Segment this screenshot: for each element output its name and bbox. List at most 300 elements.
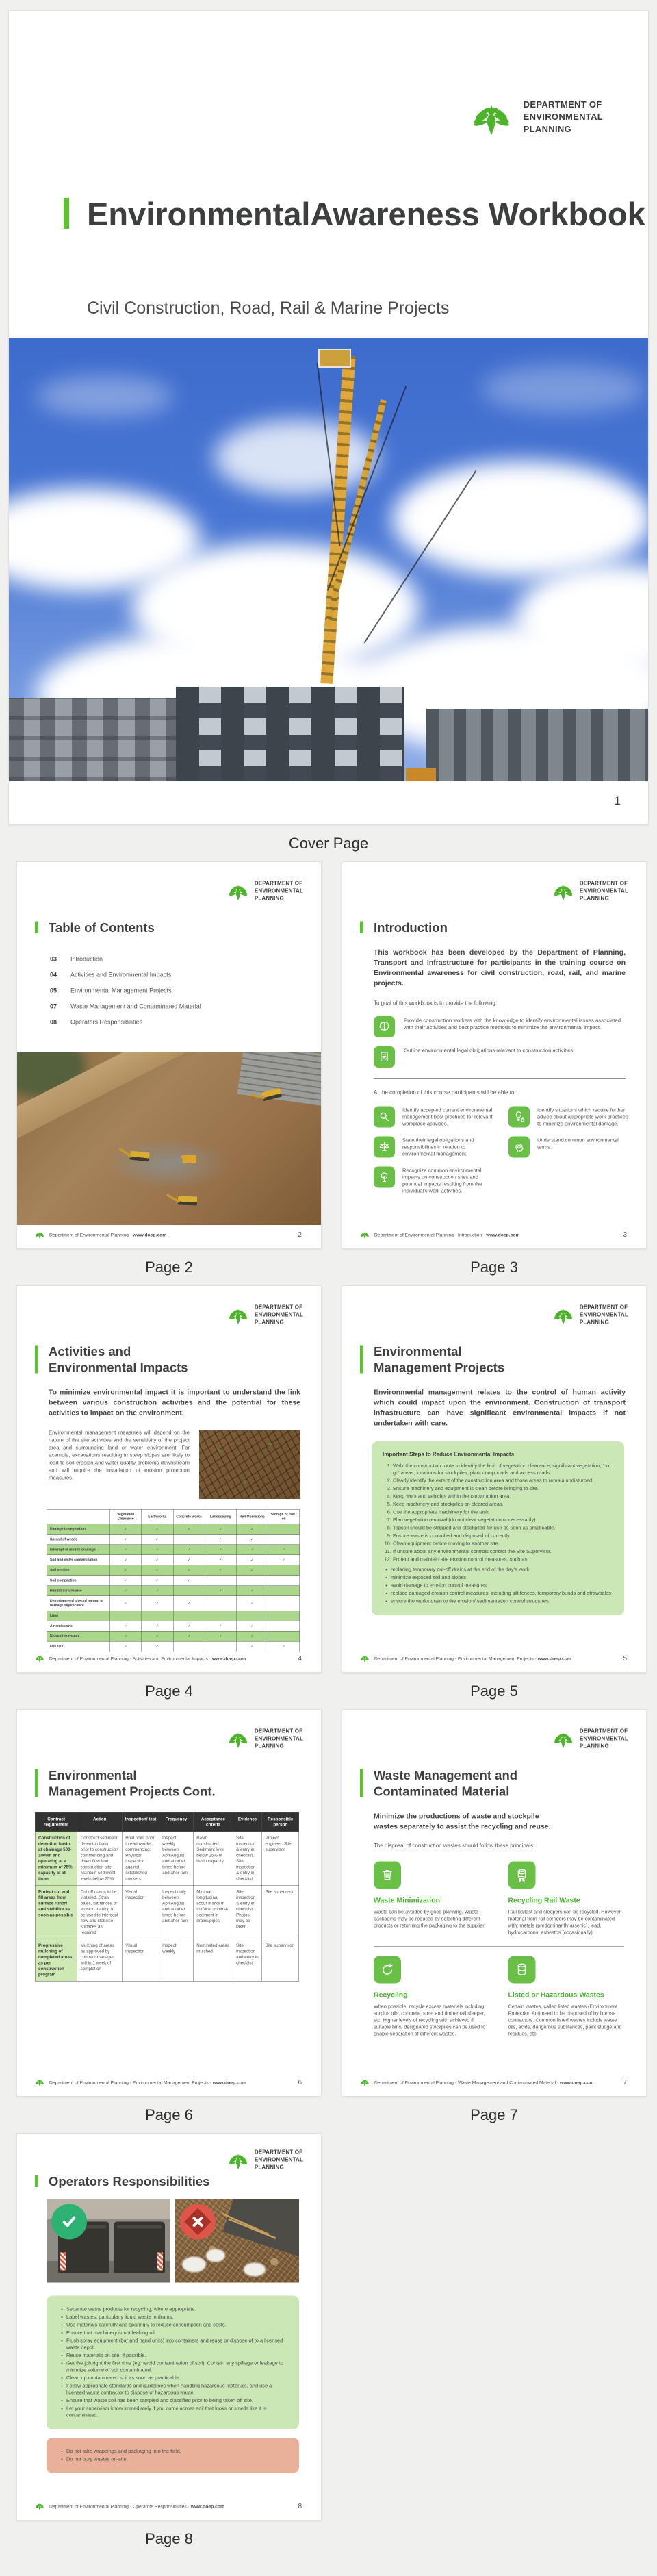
department-name: DEPARTMENT OF ENVIRONMENTAL PLANNING	[254, 881, 303, 902]
toc-label: Introduction	[70, 955, 103, 963]
eagle-logo-icon	[35, 1230, 44, 1239]
footer-site: www.doep.com	[132, 1232, 167, 1237]
sub-bullet-item: • replacing temporary cut-off drains at the end of the day's work	[391, 1567, 612, 1574]
evidence-cell: Site inspection & entry in checklist. Site inspection & entry in checklist	[233, 1832, 261, 1886]
impact-label: Soil compaction	[47, 1576, 110, 1586]
check-cell	[268, 1535, 300, 1545]
eagle-logo-icon	[360, 2078, 370, 2087]
outcome-item: State their legal obligations and responsibilities in relation to environmental management.	[374, 1137, 493, 1158]
department-name	[524, 99, 603, 136]
responsible-cell: Site supervisor	[262, 1885, 299, 1939]
check-cell	[268, 1524, 300, 1535]
page-number: 6	[298, 2078, 302, 2086]
step-item: 11. If unsure about any environmental controls contact the Site Supervisor.	[393, 1548, 612, 1555]
cross-badge-icon	[180, 2204, 216, 2240]
contract-row	[35, 1939, 299, 1982]
step-item: 8. Topsoil should be stripped and stockpiled for use as soon as practicable.	[393, 1525, 612, 1532]
do-item: • Separate waste products for recycling, where appropriate.	[66, 2306, 287, 2313]
sub-bullet-item: • replace damaged erosion control measures, including silt fences, temporary bunds and strawbales	[391, 1590, 612, 1597]
do-item: • Ensure that waste soil has been sampled and classified prior to being taken off site.	[66, 2397, 287, 2404]
impact-label: Fire risk	[47, 1641, 110, 1652]
goal-text: Provide construction workers with the knowledge to identify environmental issues associated with their activities and best practice methods to minimize the environmental impact.	[404, 1018, 621, 1031]
toc-page-number: 04	[50, 971, 57, 978]
department-name: DEPARTMENT OF ENVIRONMENTAL PLANNING	[579, 1304, 628, 1326]
toc-item	[50, 1003, 322, 1011]
construction-site-buildings	[9, 675, 649, 781]
impact-table-row	[47, 1621, 300, 1631]
do-item: • Label wastes, particularly liquid waste in drums.	[66, 2314, 287, 2321]
impact-label: Interrupt of modify drainage	[47, 1545, 110, 1555]
check-cell: ✓	[142, 1524, 173, 1535]
section-text: When possible, recycle excess materials including surplus oils, concrete, steel and timber rail sleeper, etc. Higher levels of recycling with achieved if suitable bins/ designated stockpiles can be used to enable separation of different wastes.	[374, 2004, 486, 2037]
eagle-logo-icon	[35, 2501, 44, 2511]
donts-box	[47, 2438, 299, 2473]
construction-crane-photo	[9, 338, 649, 781]
impact-table-row	[47, 1586, 300, 1596]
caption-cover-page: Cover Page	[288, 835, 369, 852]
do-item: • Follow appropriate standards and guidelines when handling hazardous materials, and use a licensed waste contractor to dispose of hazardous waste.	[66, 2383, 287, 2397]
frequency-cell: Inspect weekly between AprilAugust and at other times before and after rain	[159, 1832, 193, 1886]
principles-line: The disposal of construction wastes should follow these principals:	[374, 1843, 535, 1849]
check-cell: ✓	[110, 1555, 142, 1565]
check-cell: ✓	[236, 1524, 268, 1535]
check-cell	[173, 1586, 205, 1596]
section-text: Waste can be avoided by good planning. Waste packaging may be reduced by selecting different products or returning the packaging to the supplier.	[374, 1909, 486, 1929]
page-number: 1	[614, 794, 621, 807]
workbook-title: EnvironmentalAwareness Workbook	[64, 193, 645, 235]
sub-bullet-item: • minimize exposed soil and slopes	[391, 1574, 612, 1581]
step-item: 12. Protect and maintain site erosion control measures, such as:	[393, 1556, 612, 1563]
action-cell: Mulching of areas as approved by contract manager within 1 week of completion	[77, 1939, 123, 1982]
footer-text: Department of Environmental Planning · Introduction · www.doep.com	[374, 1232, 520, 1237]
check-cell: ✓	[205, 1621, 236, 1631]
do-item: • Clean up contaminated soil as soon as practicable.	[66, 2375, 287, 2382]
department-logo	[227, 880, 303, 902]
logo-line: DEPARTMENT OF	[523, 99, 602, 110]
brain-icon	[374, 1016, 395, 1037]
toc-label: Activities and Environmental Impacts	[70, 971, 172, 978]
responsibilities-box	[47, 2296, 299, 2430]
check-cell	[268, 1586, 300, 1596]
do-item: • Reuse materials on site, if possible.	[66, 2352, 287, 2359]
footer-text: Department of Environmental Planning - Environmental Management Projects · www.doep.com	[374, 1656, 571, 1661]
check-cell: ✓	[173, 1596, 205, 1611]
impact-table-row	[47, 1535, 300, 1545]
do-item: • Flush spray equipment (bar and hand units) into containers and reuse or dispose of to a licensed waste depot.	[66, 2338, 287, 2351]
page-number: 3	[623, 1230, 627, 1239]
check-cell: ✓	[110, 1535, 142, 1545]
page-title: Waste Management and Contaminated Material	[374, 1767, 627, 1800]
impact-table-row	[47, 1555, 300, 1565]
page-number: 4	[298, 1654, 302, 1663]
section-title: Recycling	[374, 1991, 408, 1999]
bulb-gear-icon	[508, 1107, 530, 1128]
page-title: Environmental Management Projects Cont.	[49, 1767, 302, 1800]
caption-page-8: Page 8	[145, 2530, 193, 2547]
body-paragraph: Environmental management measures will depend on the nature of the site activities and the sensitivity of the project area and surrounding land or water environment. For example, excavations resulting in steep slopes are likely to lead to soil erosion and water quality problems downstream and will require the installation of erosion protection measures.	[49, 1430, 190, 1481]
frequency-cell: Inspect weekly	[159, 1939, 193, 1982]
caption-page-5: Page 5	[470, 1682, 518, 1700]
impact-table-row	[47, 1641, 300, 1652]
check-cell: ✓	[110, 1576, 142, 1586]
check-cell: ✓	[268, 1545, 300, 1555]
check-cell: ✓	[142, 1631, 173, 1641]
check-cell	[268, 1611, 300, 1621]
footer-text: Department of Environmental Planning - Operators Responsibilities · www.doep.com	[49, 2503, 224, 2509]
check-cell: ✓	[173, 1631, 205, 1641]
check-cell: ✓	[205, 1565, 236, 1576]
section-divider	[374, 1078, 626, 1079]
footer-text: Department of Environmental Planning · www.doep.com	[49, 1232, 167, 1237]
action-cell: Construct sediment detention basin prior to construction commencing and divert flow from construction site. Maintain sediment levels below 25%	[77, 1832, 123, 1886]
footer-text: Department of Environmental Planning - Activities and Environmental Impacts · www.doep.com	[49, 1656, 246, 1661]
section-title: Recycling Rail Waste	[508, 1896, 580, 1904]
acceptance-cell: Basin constructed. Sediment level below 25% of basin capacity	[194, 1832, 233, 1886]
check-cell	[142, 1611, 173, 1621]
impact-label: Disturbance of sites of natural or heritage significance	[47, 1596, 110, 1611]
check-cell: ✓	[268, 1555, 300, 1565]
goal-line: To goal of this workbook is to provide the following:	[374, 1000, 498, 1007]
page-number: 7	[623, 2078, 627, 2086]
waste-section	[374, 1862, 490, 1936]
contract-row	[35, 1885, 299, 1939]
step-item: 6. Use the appropriate machinery for the task.	[393, 1509, 612, 1516]
step-item: 3. Ensure machinery and equipment is clean before bringing to site.	[393, 1485, 612, 1492]
action-cell: Cut off drains to be installed. Straw bales, silt fences or erosion matting to be used to intercept flow and stabilise surfaces as required	[77, 1885, 123, 1939]
impact-table-row	[47, 1596, 300, 1611]
section-title: Waste Minimization	[374, 1896, 441, 1904]
barrel-icon	[508, 1956, 536, 1984]
eagle-logo-icon	[227, 1728, 249, 1750]
eagle-logo-icon	[470, 96, 513, 138]
check-cell: ✓	[236, 1621, 268, 1631]
table-of-contents	[50, 956, 322, 1026]
sub-bullet-list	[383, 1567, 612, 1605]
department-name: DEPARTMENT OF ENVIRONMENTAL PLANNING	[579, 1728, 628, 1750]
frequency-cell: Inspect daily between AprilAugust and at other times before and after rain	[159, 1885, 193, 1939]
department-logo	[470, 96, 603, 138]
dont-list	[57, 2448, 287, 2463]
check-cell: ✓	[205, 1586, 236, 1596]
page-footer	[35, 2501, 302, 2511]
check-cell: ✓	[173, 1565, 205, 1576]
page-number: 2	[298, 1230, 302, 1239]
caption-page-2: Page 2	[145, 1259, 193, 1276]
check-cell	[173, 1611, 205, 1621]
page-3-thumbnail	[342, 861, 647, 1249]
waste-section	[508, 1956, 625, 2038]
page-title: Operators Responsibilities	[49, 2173, 302, 2190]
impact-table-row	[47, 1565, 300, 1576]
impact-table-row	[47, 1576, 300, 1586]
responsible-cell: Site supervisor	[262, 1939, 299, 1982]
step-item: 9. Ensure waste is controlled and disposed of correctly.	[393, 1532, 612, 1539]
management-projects-table	[35, 1812, 299, 1982]
eagle-logo-icon	[35, 2078, 44, 2087]
outcome-item: Identify situations which require further advice about appropriate work practices to minimize environmental damage.	[508, 1107, 628, 1128]
course-outcomes	[374, 1107, 628, 1195]
inspection-cell: Hold point prior to earthworks commencing. Physical inspection against established markers	[122, 1832, 159, 1886]
waste-bins-photo	[47, 2199, 170, 2283]
do-item: • Get the job right the first time (eg: avoid contamination of soil). Contain any spillage or leakage to minimize volume of soil contaminated.	[66, 2360, 287, 2374]
do-item: • Ensure that machinery is not leaking oil.	[66, 2329, 287, 2336]
acceptance-cell: Nominated areas mulched	[194, 1939, 233, 1982]
check-cell	[268, 1565, 300, 1576]
department-name: DEPARTMENT OF ENVIRONMENTAL PLANNING	[579, 881, 628, 902]
check-cell: ✓	[142, 1545, 173, 1555]
eagle-logo-icon	[552, 881, 574, 902]
check-cell: ✓	[205, 1545, 236, 1555]
evidence-cell: Site inspection & entry in checklist. Photos may be taken.	[233, 1885, 261, 1939]
toc-label: Environmental Management Projects	[70, 987, 172, 994]
eagle-logo-icon	[552, 1304, 574, 1326]
caption-page-3: Page 3	[470, 1259, 518, 1276]
check-cell: ✓	[110, 1621, 142, 1631]
do-item: • Use materials carefully and sparingly to reduce consumption and costs.	[66, 2322, 287, 2329]
recycle-icon	[374, 1956, 401, 1984]
section-text: Certain wastes, called listed wastes (Environment Protection Act) need to be disposed of by license contractors. Common listed wastes include waste oils, acids, dangerous substances, paint sludge and residues, etc.	[508, 2004, 622, 2037]
footer-text: Department of Environmental Planning - Waste Management and Contaminated Material · www.doep.com	[374, 2080, 594, 2085]
intro-lead: This workbook has been developed by the Department of Planning, Transport and Infrastructure for participants in the training course on Environmental awareness for civil construction, road, rail, and marine projects.	[374, 948, 626, 987]
goal-text: Outline environmental legal obligations relevant to construction activities.	[404, 1048, 575, 1054]
toc-page-number: 07	[50, 1002, 57, 1010]
department-logo	[227, 2149, 303, 2171]
check-cell: ✓	[268, 1641, 300, 1652]
goal-item	[374, 1046, 626, 1068]
check-cell	[205, 1596, 236, 1611]
toc-page-number: 08	[50, 1018, 57, 1026]
important-steps-box	[372, 1441, 624, 1615]
sub-bullet-item: • ensure the works drain to the erosion/ sedimentation control structures.	[391, 1598, 612, 1605]
impact-label: Habitat disturbance	[47, 1586, 110, 1596]
check-cell: ✓	[142, 1576, 173, 1586]
sub-bullet-item: • avoid damage to erosion control measures	[391, 1582, 612, 1589]
check-cell: ✓	[173, 1621, 205, 1631]
table-header-row: Contract requirement Action Inspection/ test Frequency Acceptance criteria Evidence Responsible person	[35, 1812, 299, 1832]
check-cell	[205, 1611, 236, 1621]
check-cell	[268, 1576, 300, 1586]
dont-item: • Do not bury wastes on-site.	[66, 2456, 287, 2463]
check-cell	[268, 1621, 300, 1631]
check-cell: ✓	[236, 1631, 268, 1641]
check-cell: ✓	[110, 1565, 142, 1576]
legal-document-icon	[374, 1046, 395, 1068]
check-cell: ✓	[142, 1596, 173, 1611]
page-7-thumbnail	[342, 1709, 647, 2097]
department-logo	[227, 1728, 303, 1750]
step-item: 10. Clean equipment before moving to another site.	[393, 1541, 612, 1548]
check-cell	[236, 1576, 268, 1586]
table-header-row: Vegetation Clearance Earthworks Concrete works Landscaping Rail Operations Storage of fuel / oil	[47, 1509, 300, 1524]
cracked-soil-photo	[199, 1430, 300, 1499]
department-name: DEPARTMENT OF ENVIRONMENTAL PLANNING	[254, 1304, 303, 1326]
step-item: 5. Keep machinery and stockpiles on cleared areas.	[393, 1501, 612, 1508]
waste-section	[508, 1862, 625, 1936]
earthworks-photo	[17, 1052, 322, 1225]
check-cell: ✓	[205, 1524, 236, 1535]
footer-site: www.doep.com	[212, 2080, 246, 2085]
evidence-cell: Site inspection and entry in checklist	[233, 1939, 261, 1982]
page-8-thumbnail	[16, 2133, 322, 2521]
toc-item	[50, 956, 322, 963]
toc-item	[50, 1019, 322, 1026]
footer-site: www.doep.com	[211, 1656, 246, 1661]
inspection-cell: Visual inspection	[122, 1939, 159, 1982]
check-cell	[236, 1611, 268, 1621]
search-icon	[374, 1107, 395, 1128]
check-cell: ✓	[110, 1586, 142, 1596]
footer-site: www.doep.com	[486, 1232, 520, 1237]
acceptance-cell: Minimal longitudinal scour marks in surface, minimal sediment in drains/pipes	[194, 1885, 233, 1939]
step-item: 4. Keep work and vehicles within the construction area.	[393, 1493, 612, 1500]
footer-site: www.doep.com	[537, 1656, 571, 1661]
train-icon	[508, 1862, 536, 1889]
check-cell: ✓	[236, 1565, 268, 1576]
responsible-cell: Project engineer. Site supervisor	[262, 1832, 299, 1886]
impact-label: Litter	[47, 1611, 110, 1621]
eagle-logo-icon	[360, 1654, 370, 1663]
check-cell: ✓	[236, 1641, 268, 1652]
logo-line: ENVIRONMENTAL	[523, 112, 603, 122]
check-cell: ✓	[236, 1545, 268, 1555]
check-cell	[173, 1535, 205, 1545]
head-gear-icon	[508, 1137, 530, 1158]
footer-site: www.doep.com	[560, 2080, 594, 2085]
impact-table-row	[47, 1524, 300, 1535]
check-cell	[205, 1641, 236, 1652]
contract-requirement: Progressive mulching of completed areas as per construction program	[35, 1939, 77, 1982]
page-6-thumbnail	[16, 1709, 322, 2097]
check-cell: ✓	[205, 1631, 236, 1641]
outcome-item: Recognize common environmental impacts on construction sites and potential impacts resulting from the individual's work activities.	[374, 1167, 493, 1195]
eagle-logo-icon	[552, 1728, 574, 1750]
department-logo	[552, 1304, 628, 1326]
check-cell: ✓	[110, 1641, 142, 1652]
goal-item	[374, 1016, 626, 1037]
eagle-logo-icon	[227, 1304, 249, 1326]
trash-icon	[374, 1862, 401, 1889]
page-title: Introduction	[374, 920, 627, 936]
page-footer	[35, 1654, 302, 1663]
outcome-item: Understand common environmental terms.	[508, 1137, 628, 1158]
page-lead: Minimize the productions of waste and stockpile wastes separately to assist the recycling and reuse.	[374, 1812, 551, 1830]
check-cell: ✓	[173, 1545, 205, 1555]
workbook-subtitle: Civil Construction, Road, Rail & Marine Projects	[87, 299, 450, 318]
check-cell: ✓	[236, 1586, 268, 1596]
check-cell: ✓	[110, 1524, 142, 1535]
completion-line: At the completion of this course participants will be able to:	[374, 1089, 516, 1096]
page-number: 8	[298, 2502, 302, 2510]
page-5-thumbnail	[342, 1285, 647, 1673]
check-cell: ✓	[236, 1596, 268, 1611]
impact-label: Air emissions	[47, 1621, 110, 1631]
check-cell: ✓	[236, 1535, 268, 1545]
scales-icon	[374, 1137, 395, 1158]
waste-principles-grid	[374, 1862, 624, 2038]
check-cell: ✓	[110, 1545, 142, 1555]
check-cell: ✓	[173, 1524, 205, 1535]
outcome-item: Identify accepted current environmental management best practices for relevant workplace activities.	[374, 1107, 493, 1128]
logo-line: PLANNING	[523, 124, 571, 134]
footer-site: www.doep.com	[190, 2503, 224, 2509]
impact-label: Soil erosion	[47, 1565, 110, 1576]
page-footer	[360, 2078, 627, 2087]
toc-page-number: 05	[50, 987, 57, 994]
check-cell	[268, 1631, 300, 1641]
check-cell	[268, 1596, 300, 1611]
page-title: Activities and Environmental Impacts	[49, 1343, 302, 1376]
check-cell: ✓	[142, 1641, 173, 1652]
contract-requirement: Construction of detention basin at chainage 500-1000m and operating at a minimum of 75% capacity at all times	[35, 1832, 77, 1886]
impact-table-row	[47, 1631, 300, 1641]
toc-label: Waste Management and Contaminated Material	[70, 1002, 201, 1010]
impact-label: Noise disturbance	[47, 1631, 110, 1641]
dont-item: • Do not take wrappings and packaging into the field.	[66, 2448, 287, 2455]
inspection-cell: Visual inspection	[122, 1885, 159, 1939]
do-dont-photos	[47, 2199, 322, 2283]
toc-page-number: 03	[50, 955, 57, 963]
check-cell: ✓	[142, 1586, 173, 1596]
impact-table-row	[47, 1545, 300, 1555]
toc-item	[50, 972, 322, 979]
check-cell: ✓	[236, 1555, 268, 1565]
page-2-thumbnail	[16, 861, 322, 1249]
page-number: 5	[623, 1654, 627, 1663]
step-item: 1. Walk the construction route to identify the limit of vegetation clearance, significant vegetation, 'no go' areas, locations for stockpiles, plant compounds and access roads.	[393, 1463, 612, 1476]
department-logo	[552, 880, 628, 902]
page-lead: Environmental management relates to the control of human activity which could impact upon the environment. Construction of transport infrastructure can have significant environmental impacts if not undertaken with care.	[374, 1388, 626, 1427]
tree-icon	[374, 1167, 395, 1188]
check-badge-icon	[51, 2204, 87, 2240]
cover-title-block	[64, 193, 645, 235]
steps-list	[383, 1463, 612, 1563]
step-item: 2. Clearly identify the extent of the construction area and those areas to remain undisturbed.	[393, 1478, 612, 1485]
cover-page	[8, 10, 649, 825]
page-footer	[35, 1230, 302, 1239]
page-lead: To minimize environmental impact it is important to understand the link between various construction activities and the potential for these activities to impact on the environment.	[49, 1388, 300, 1417]
check-cell: ✓	[173, 1555, 205, 1565]
check-cell: ✓	[173, 1576, 205, 1586]
waste-section	[374, 1956, 490, 2038]
eagle-logo-icon	[35, 1654, 44, 1663]
caption-page-7: Page 7	[470, 2106, 518, 2123]
impacts-matrix-table	[47, 1509, 300, 1652]
eagle-logo-icon	[360, 1230, 370, 1239]
section-text: Rail ballast and sleepers can be recycled. However, material from rail corridors may be contaminated with: metals (predominantly arsenic), lead, hydrocarbons, asbestos (occasionally).	[508, 1909, 622, 1936]
department-name: DEPARTMENT OF ENVIRONMENTAL PLANNING	[254, 2149, 303, 2171]
page-title: Environmental Management Projects	[374, 1343, 627, 1376]
page-4-thumbnail	[16, 1285, 322, 1673]
contract-row	[35, 1832, 299, 1886]
toc-label: Operators Responsibilities	[70, 1018, 143, 1026]
department-logo	[227, 1304, 303, 1326]
check-cell: ✓	[110, 1631, 142, 1641]
impact-table-row	[47, 1611, 300, 1621]
toc-item	[50, 987, 322, 995]
caption-page-6: Page 6	[145, 2106, 193, 2123]
check-cell: ✓	[142, 1565, 173, 1576]
check-cell	[173, 1641, 205, 1652]
section-title: Listed or Hazardous Wastes	[508, 1991, 604, 1999]
page-footer	[360, 1230, 627, 1239]
eagle-logo-icon	[227, 881, 249, 902]
check-cell: ✓	[205, 1535, 236, 1545]
littered-site-photo	[175, 2199, 299, 2283]
caption-page-4: Page 4	[145, 1682, 193, 1700]
do-item: • Let your supervisor know immediately if you come across soil that looks or smells like it is contaminated.	[66, 2405, 287, 2419]
check-cell: ✓	[205, 1555, 236, 1565]
eagle-logo-icon	[227, 2149, 249, 2171]
